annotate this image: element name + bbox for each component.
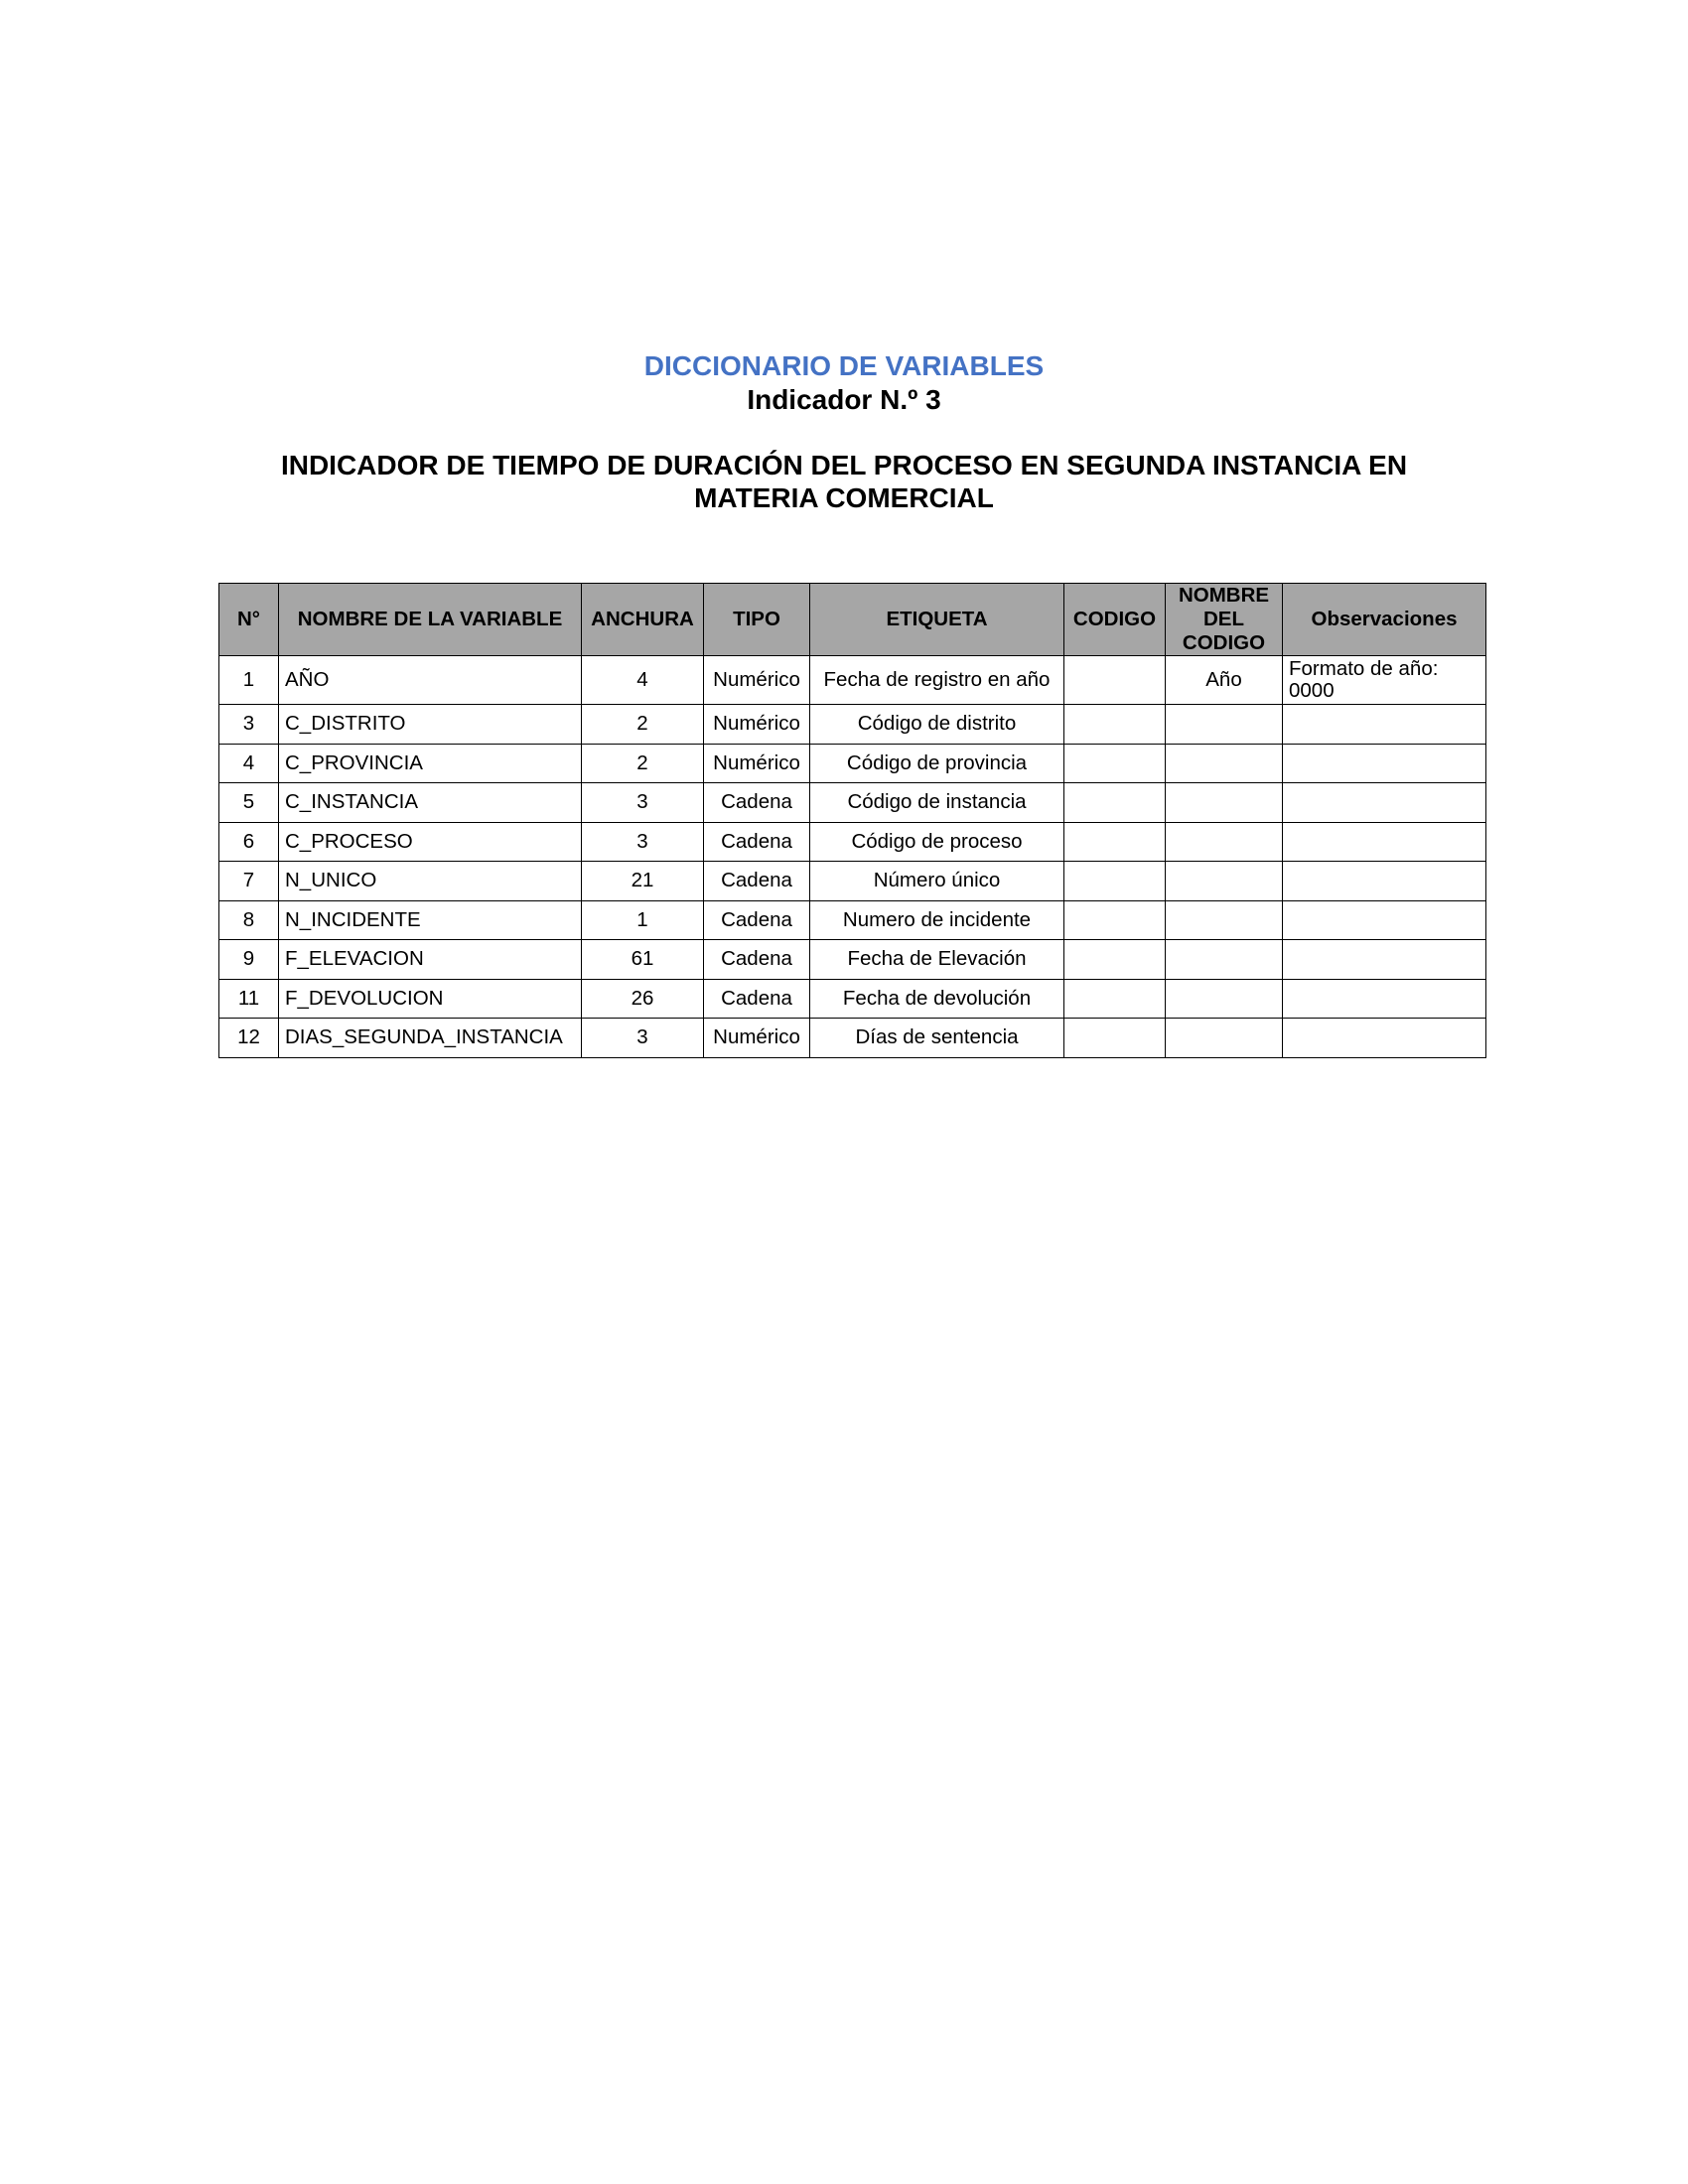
indicator-number: Indicador N.º 3	[747, 384, 941, 415]
observaciones-line-2: 0000	[1289, 679, 1335, 702]
table-row	[219, 900, 1486, 940]
cell-tipo: Numérico	[704, 744, 810, 783]
cell-observaciones	[1283, 862, 1486, 901]
cell-tipo: Cadena	[704, 979, 810, 1019]
cell-anchura: 61	[582, 940, 704, 980]
cell-nombre-codigo: Año	[1166, 656, 1283, 705]
cell-etiqueta: Fecha de registro en año	[810, 656, 1064, 705]
cell-nombre: C_DISTRITO	[279, 705, 582, 745]
header-nombre: NOMBRE DE LA VARIABLE	[279, 584, 582, 656]
cell-n: 8	[219, 900, 279, 940]
cell-n: 1	[219, 656, 279, 705]
cell-nombre: C_PROVINCIA	[279, 744, 582, 783]
cell-codigo	[1064, 979, 1166, 1019]
cell-codigo	[1064, 900, 1166, 940]
cell-nombre: F_DEVOLUCION	[279, 979, 582, 1019]
cell-etiqueta: Días de sentencia	[810, 1019, 1064, 1058]
cell-nombre-codigo	[1166, 822, 1283, 862]
cell-anchura: 3	[582, 1019, 704, 1058]
cell-n: 6	[219, 822, 279, 862]
cell-etiqueta: Código de proceso	[810, 822, 1064, 862]
cell-tipo: Numérico	[704, 656, 810, 705]
header-codigo: CODIGO	[1064, 584, 1166, 656]
cell-tipo: Cadena	[704, 900, 810, 940]
dictionary-title: DICCIONARIO DE VARIABLES	[643, 350, 1045, 381]
cell-n: 4	[219, 744, 279, 783]
cell-codigo	[1064, 940, 1166, 980]
cell-observaciones	[1283, 940, 1486, 980]
indicator-name	[199, 449, 1489, 514]
cell-etiqueta: Código de distrito	[810, 705, 1064, 745]
cell-etiqueta: Código de instancia	[810, 783, 1064, 823]
cell-n: 12	[219, 1019, 279, 1058]
table-row	[219, 1019, 1486, 1058]
cell-codigo	[1064, 822, 1166, 862]
cell-anchura: 1	[582, 900, 704, 940]
cell-anchura: 4	[582, 656, 704, 705]
cell-codigo	[1064, 744, 1166, 783]
table-row	[219, 656, 1486, 705]
cell-nombre-codigo	[1166, 862, 1283, 901]
cell-n: 11	[219, 979, 279, 1019]
cell-nombre: N_INCIDENTE	[279, 900, 582, 940]
cell-anchura: 21	[582, 862, 704, 901]
cell-nombre: F_ELEVACION	[279, 940, 582, 980]
table-header-row	[219, 584, 1486, 656]
cell-etiqueta: Número único	[810, 862, 1064, 901]
cell-tipo: Cadena	[704, 862, 810, 901]
indicator-name-line-2: MATERIA COMERCIAL	[694, 482, 994, 513]
cell-codigo	[1064, 705, 1166, 745]
cell-nombre: C_PROCESO	[279, 822, 582, 862]
cell-tipo: Numérico	[704, 705, 810, 745]
indicator-name-line-1: INDICADOR DE TIEMPO DE DURACIÓN DEL PROCESO EN SEGUNDA INSTANCIA EN	[280, 450, 1408, 480]
cell-n: 9	[219, 940, 279, 980]
cell-etiqueta: Fecha de Elevación	[810, 940, 1064, 980]
cell-observaciones	[1283, 656, 1486, 705]
table-row	[219, 940, 1486, 980]
header-nombre-codigo-line-1: NOMBRE	[1178, 584, 1270, 607]
cell-nombre-codigo	[1166, 940, 1283, 980]
cell-nombre-codigo	[1166, 979, 1283, 1019]
header-etiqueta: ETIQUETA	[810, 584, 1064, 656]
header-tipo: TIPO	[704, 584, 810, 656]
cell-observaciones	[1283, 979, 1486, 1019]
table-row	[219, 822, 1486, 862]
cell-observaciones	[1283, 744, 1486, 783]
cell-anchura: 26	[582, 979, 704, 1019]
cell-nombre: AÑO	[279, 656, 582, 705]
cell-codigo	[1064, 1019, 1166, 1058]
cell-nombre: C_INSTANCIA	[279, 783, 582, 823]
table-row	[219, 783, 1486, 823]
cell-n: 7	[219, 862, 279, 901]
cell-n: 3	[219, 705, 279, 745]
cell-nombre: DIAS_SEGUNDA_INSTANCIA	[279, 1019, 582, 1058]
cell-tipo: Cadena	[704, 783, 810, 823]
cell-n: 5	[219, 783, 279, 823]
table-row	[219, 744, 1486, 783]
cell-tipo: Cadena	[704, 822, 810, 862]
variables-table	[218, 583, 1486, 1058]
cell-nombre-codigo	[1166, 783, 1283, 823]
cell-tipo: Numérico	[704, 1019, 810, 1058]
cell-observaciones	[1283, 1019, 1486, 1058]
header-nombre-codigo-line-3: CODIGO	[1182, 631, 1266, 654]
header-nombre-codigo-line-2: DEL	[1203, 608, 1244, 630]
cell-etiqueta: Código de provincia	[810, 744, 1064, 783]
header-nombre-codigo	[1166, 584, 1283, 656]
header-anchura: ANCHURA	[582, 584, 704, 656]
cell-observaciones	[1283, 705, 1486, 745]
observaciones-line-1: Formato de año:	[1289, 657, 1439, 680]
cell-codigo	[1064, 862, 1166, 901]
cell-nombre-codigo	[1166, 744, 1283, 783]
cell-observaciones	[1283, 822, 1486, 862]
cell-etiqueta: Numero de incidente	[810, 900, 1064, 940]
header-observaciones: Observaciones	[1283, 584, 1486, 656]
table-row	[219, 862, 1486, 901]
table-row	[219, 705, 1486, 745]
header-n: N°	[219, 584, 279, 656]
cell-observaciones	[1283, 783, 1486, 823]
cell-codigo	[1064, 656, 1166, 705]
cell-tipo: Cadena	[704, 940, 810, 980]
cell-codigo	[1064, 783, 1166, 823]
cell-etiqueta: Fecha de devolución	[810, 979, 1064, 1019]
cell-nombre-codigo	[1166, 1019, 1283, 1058]
cell-anchura: 3	[582, 783, 704, 823]
cell-anchura: 2	[582, 744, 704, 783]
cell-nombre-codigo	[1166, 705, 1283, 745]
document-header	[0, 349, 1688, 417]
cell-anchura: 3	[582, 822, 704, 862]
cell-observaciones	[1283, 900, 1486, 940]
table-row	[219, 979, 1486, 1019]
cell-nombre: N_UNICO	[279, 862, 582, 901]
cell-anchura: 2	[582, 705, 704, 745]
cell-nombre-codigo	[1166, 900, 1283, 940]
